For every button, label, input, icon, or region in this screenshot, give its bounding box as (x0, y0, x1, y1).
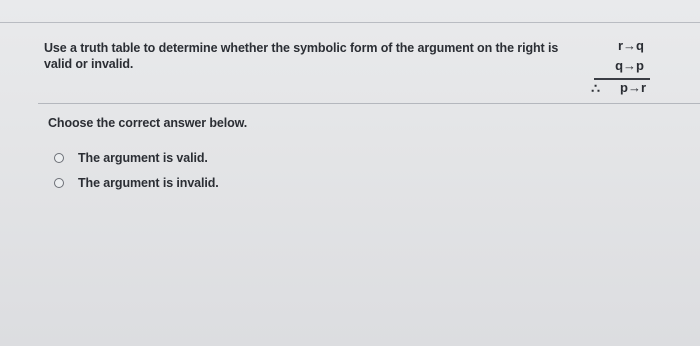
premise-1: r→q (618, 38, 644, 53)
option-valid[interactable] (54, 150, 208, 166)
radio-button-icon[interactable] (54, 178, 64, 188)
option-invalid[interactable] (54, 175, 219, 191)
option-label: The argument is invalid. (78, 176, 219, 190)
top-divider (0, 22, 700, 23)
section-divider (38, 103, 700, 104)
option-label: The argument is valid. (78, 151, 208, 165)
therefore-symbol: ∴ (591, 80, 600, 96)
answer-prompt: Choose the correct answer below. (48, 116, 248, 130)
premise-2: q→p (615, 58, 644, 73)
radio-button-icon[interactable] (54, 153, 64, 163)
question-text: Use a truth table to determine whether the symbolic form of the argument on the right is valid or invalid. (44, 41, 559, 71)
conclusion: p→r (620, 80, 646, 95)
